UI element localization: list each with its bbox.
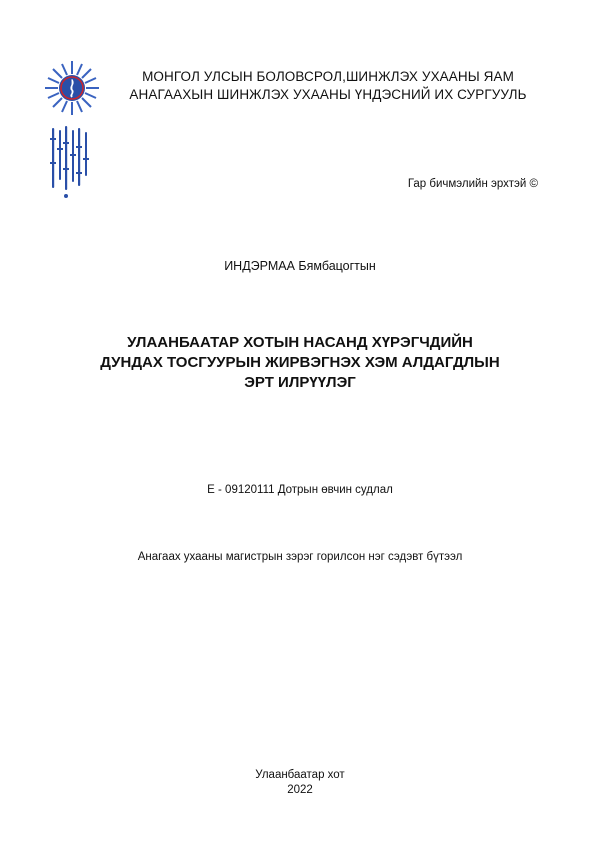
specialty-code: Е - 09120111 Дотрын өвчин судлал [207, 484, 393, 496]
ministry-name: МОНГОЛ УЛСЫН БОЛОВСРОЛ,ШИНЖЛЭХ УХААНЫ ЯАМ [142, 69, 514, 84]
thesis-title-line: ЭРТ ИЛРҮҮЛЭГ [244, 374, 356, 391]
author-name: ИНДЭРМАА Бямбацогтын [224, 259, 376, 273]
year: 2022 [287, 784, 313, 796]
university-emblem-icon [42, 58, 104, 208]
copyright-notice: Гар бичмэлийн эрхтэй © [407, 178, 538, 190]
institution-header [118, 68, 538, 104]
thesis-title-line: ДУНДАХ ТОСГУУРЫН ЖИРВЭГНЭХ ХЭМ АЛДАГДЛЫН [100, 354, 500, 371]
thesis-title [40, 333, 560, 393]
university-name: АНАГААХЫН ШИНЖЛЭХ УХААНЫ ҮНДЭСНИЙ ИХ СУРГУУЛЬ [129, 87, 527, 102]
place-and-year [0, 768, 600, 798]
thesis-title-line: УЛААНБААТАР ХОТЫН НАСАНД ХҮРЭГЧДИЙН [127, 334, 473, 351]
city: Улаанбаатар хот [255, 769, 345, 781]
degree-statement: Анагаах ухааны магистрын зэрэг горилсон нэг сэдэвт бүтээл [137, 551, 463, 563]
